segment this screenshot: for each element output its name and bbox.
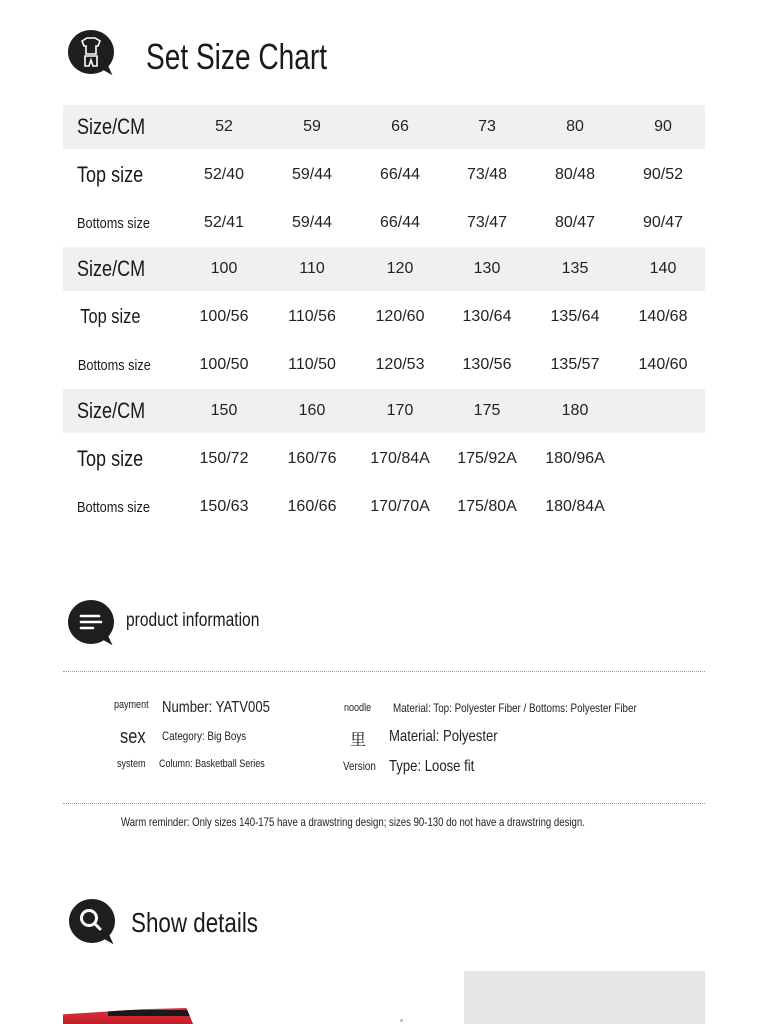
bottoms-size-row — [63, 341, 705, 389]
top-size-cell — [619, 435, 707, 483]
top-size-row — [63, 293, 705, 341]
bottoms-size-cell: 180/84A — [545, 498, 605, 515]
top-size-row — [63, 435, 705, 483]
size-label: Size/CM — [77, 114, 146, 139]
top-size-cell: 120/60 — [375, 308, 425, 325]
size-cell: 90 — [654, 118, 672, 135]
size-row — [63, 247, 705, 291]
bottoms-size-cell: 52/41 — [203, 214, 245, 231]
size-cell: 59 — [303, 118, 321, 135]
top-size-cell: 110/56 — [288, 308, 336, 325]
size-cell: 140 — [649, 260, 677, 277]
size-cell: 100 — [210, 260, 238, 277]
bottoms-size-row — [63, 199, 705, 247]
top-size-cell: 80/48 — [554, 166, 596, 183]
top-size-cell: 140/68 — [638, 308, 688, 325]
top-size-cell: 180/96A — [545, 450, 605, 467]
size-cell: 120 — [386, 260, 414, 277]
bottoms-size-cell: 66/44 — [379, 214, 421, 231]
top-size-label: Top size — [77, 162, 144, 187]
top-size-cell: 100/56 — [199, 308, 249, 325]
size-cell: 175 — [473, 402, 501, 419]
size-cell: 170 — [386, 402, 414, 419]
bottoms-size-cell: 140/60 — [638, 356, 688, 373]
clothing-set-icon — [68, 30, 114, 74]
top-size-cell: 175/92A — [457, 450, 517, 467]
top-size-cell: 52/40 — [203, 166, 245, 183]
bottoms-size-cell: 59/44 — [291, 214, 333, 231]
size-row — [63, 105, 705, 149]
size-cell: 110 — [299, 260, 325, 277]
size-cell: 80 — [566, 118, 584, 135]
bottoms-size-label: Bottoms size — [77, 356, 151, 374]
top-size-cell: 66/44 — [379, 166, 421, 183]
size-chart-title: Set Size Chart — [146, 36, 328, 77]
bottoms-size-cell: 90/47 — [642, 214, 684, 231]
size-cell: 180 — [561, 402, 589, 419]
divider — [63, 671, 705, 672]
bottoms-size-cell: 73/47 — [466, 214, 508, 231]
top-size-cell: 73/48 — [466, 166, 508, 183]
system-label: system — [117, 758, 146, 770]
size-cell: 52 — [215, 118, 233, 135]
column: Column: Basketball Series — [159, 758, 265, 770]
bottoms-size-cell: 160/66 — [287, 498, 337, 515]
divider — [63, 803, 705, 804]
bottoms-size-cell: 135/57 — [550, 356, 600, 373]
bottoms-size-cell: 110/50 — [288, 356, 336, 373]
size-cell: 130 — [473, 260, 501, 277]
bottoms-size-cell: 80/47 — [554, 214, 596, 231]
bottoms-size-cell: 120/53 — [375, 356, 425, 373]
version-label: Version — [343, 759, 376, 773]
photo-speck — [400, 1019, 403, 1022]
product-photo-gray — [464, 971, 705, 1024]
material: Material: Polyester — [389, 728, 498, 745]
top-size-row — [63, 151, 705, 199]
bottoms-size-cell: 175/80A — [457, 498, 517, 515]
search-icon — [69, 899, 115, 943]
top-size-cell: 150/72 — [199, 450, 249, 467]
size-row — [63, 389, 705, 433]
size-cell: 160 — [298, 402, 326, 419]
lining-label: 里 — [350, 732, 367, 749]
size-chart-table — [63, 105, 705, 531]
bottoms-size-cell — [619, 483, 707, 531]
size-cell — [619, 389, 707, 433]
warm-reminder: Warm reminder: Only sizes 140-175 have a drawstring design; sizes 90-130 do not have a drawstring design. — [121, 815, 585, 829]
bottoms-size-cell: 130/56 — [462, 356, 512, 373]
size-label: Size/CM — [77, 398, 146, 423]
top-size-cell: 170/84A — [370, 450, 430, 467]
top-size-cell: 90/52 — [642, 166, 684, 183]
category: Category: Big Boys — [162, 729, 247, 743]
chat-lines-icon — [68, 600, 114, 644]
size-cell: 135 — [561, 260, 589, 277]
top-size-cell: 59/44 — [291, 166, 333, 183]
size-cell: 73 — [478, 118, 496, 135]
bottoms-size-label: Bottoms size — [77, 214, 150, 232]
top-size-cell: 130/64 — [462, 308, 512, 325]
payment-label: payment — [114, 699, 149, 711]
noodle-label: noodle — [344, 702, 372, 714]
size-cell: 66 — [391, 118, 409, 135]
top-size-label: Top size — [77, 446, 144, 471]
bottoms-size-row — [63, 483, 705, 531]
top-size-label: Top size — [80, 305, 141, 328]
top-size-cell: 135/64 — [550, 308, 600, 325]
product-info-title: product information — [126, 610, 260, 631]
bottoms-size-cell: 150/63 — [199, 498, 249, 515]
sex-label: sex — [120, 726, 146, 748]
bottoms-size-label: Bottoms size — [77, 498, 150, 516]
bottoms-size-cell: 100/50 — [199, 356, 249, 373]
size-label: Size/CM — [77, 256, 146, 281]
product-number: Number: YATV005 — [162, 699, 270, 716]
top-size-cell: 160/76 — [287, 450, 337, 467]
bottoms-size-cell: 170/70A — [370, 498, 430, 515]
size-cell: 150 — [210, 402, 238, 419]
fit-type: Type: Loose fit — [389, 758, 475, 775]
material-detail: Material: Top: Polyester Fiber / Bottoms: Polyester Fiber — [393, 701, 637, 715]
product-photo-red — [63, 1008, 193, 1024]
show-details-title: Show details — [131, 907, 259, 938]
